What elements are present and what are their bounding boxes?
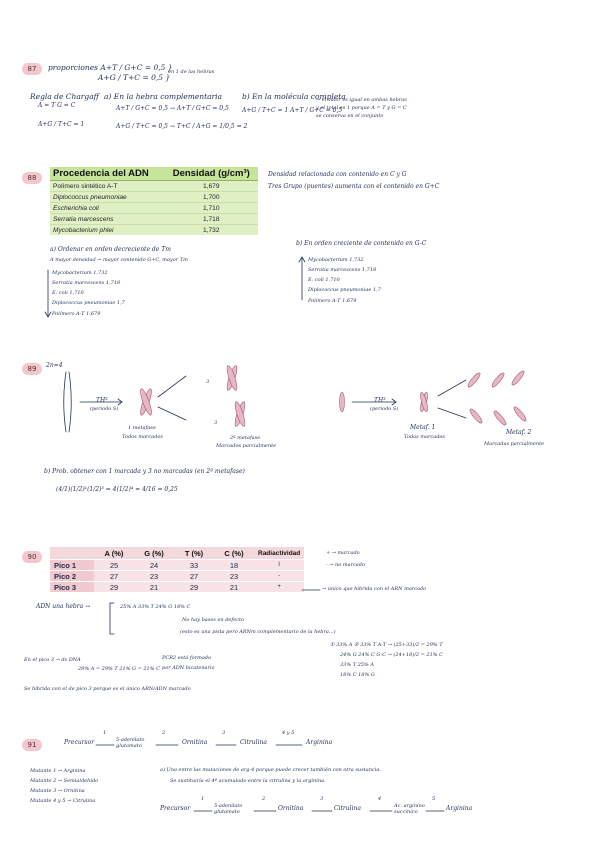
pathway-step: Arginina bbox=[306, 739, 333, 746]
density-header-density: Densidad (g/cm³) bbox=[165, 167, 259, 181]
q90-calc4: 18% C 18% G bbox=[340, 672, 375, 678]
pathway2-num: 3 bbox=[320, 796, 324, 802]
question-badge-88: 88 bbox=[22, 172, 42, 184]
peak-name: Pico 2 bbox=[50, 571, 94, 582]
pathway2-num: 1 bbox=[201, 796, 205, 802]
peak-t: 29 bbox=[174, 582, 214, 593]
question-badge-87: 87 bbox=[22, 63, 42, 75]
q87-b-note2: y el total es 1 porque A = T y G = C bbox=[316, 105, 407, 111]
peaks-header-t: T (%) bbox=[174, 547, 214, 560]
q87-a-title: a) En la hebra complementaria bbox=[104, 92, 223, 101]
q90-adn-note1: No hay bases en defecto bbox=[182, 617, 245, 623]
q88-side-note1: Densidad relacionada con contenido en C y G bbox=[268, 171, 407, 178]
q87-a-line1: A+T / G+C = 0,5 → A+T / G+C = 0,5 bbox=[116, 105, 229, 112]
pathway2-num: 5 bbox=[432, 796, 436, 802]
question-badge-89: 89 bbox=[22, 363, 42, 375]
peak-radioactivity: I bbox=[254, 560, 304, 571]
q88-a-item: Diplococcus pneumoniae 1,7 bbox=[52, 300, 125, 306]
density-value: 1,679 bbox=[165, 181, 259, 192]
pathway-num: 3 bbox=[222, 730, 226, 736]
peaks-header-c: C (%) bbox=[214, 547, 254, 560]
q89-left-label1: 1 metafase bbox=[128, 425, 156, 431]
q90-pico3-vals: 29% A = 29% T 21% G = 21% C bbox=[78, 666, 160, 672]
q88-side-note2: Tres Grupo (puentes) aumenta con el contenido en G+C bbox=[268, 183, 440, 190]
pathway-num: 2 bbox=[162, 730, 166, 736]
q88-a-sub: A mayor densidad → mayor contenido G+C, mayor Tm bbox=[50, 257, 188, 263]
q90-calc3: 33% T 25% A bbox=[340, 662, 374, 668]
density-origin: Serratia marcescens bbox=[50, 214, 165, 225]
pathway2-step: Citrulina bbox=[334, 805, 361, 812]
q89-num3-a: 3 bbox=[206, 379, 210, 385]
bracket-adn bbox=[110, 603, 114, 634]
q90-pico3-note2: por ADN bicatenario bbox=[162, 665, 215, 671]
peak-name: Pico 3 bbox=[50, 582, 94, 593]
pathway-step: Ornitina bbox=[182, 739, 208, 746]
density-header-origin: Procedencia del ADN bbox=[50, 167, 165, 181]
peaks-header-g: G (%) bbox=[134, 547, 174, 560]
q88-b-item: Polímero A-T 1,679 bbox=[308, 298, 357, 304]
density-value: 1,718 bbox=[165, 214, 259, 225]
arrow-right-split-up bbox=[438, 380, 466, 396]
q89-right-label2: Todas marcadas bbox=[404, 434, 445, 440]
q87-note: en 1 de las hebras bbox=[168, 69, 215, 75]
peak-g: 24 bbox=[134, 560, 174, 571]
q89-start: 2n=4 bbox=[46, 362, 63, 369]
mutant-item: Mutante 4 y 5 → Citrulina bbox=[30, 798, 96, 804]
q89-left-label2: Todos marcados bbox=[122, 434, 163, 440]
peaks-header-a: A (%) bbox=[94, 547, 134, 560]
q88-b-title: b) En orden creciente de contenido en G-C bbox=[296, 240, 427, 247]
chargaff-line2: A+G / T+C = 1 bbox=[38, 121, 85, 128]
chromosome-start bbox=[64, 372, 66, 432]
pathway2-num: 4 bbox=[378, 796, 382, 802]
q87-b-title: b) En la molécula completa bbox=[242, 92, 346, 101]
peak-radioactivity: - bbox=[254, 571, 304, 582]
chromosome-start-b bbox=[69, 372, 71, 432]
peak-g: 23 bbox=[134, 571, 174, 582]
q89-right-label1: Metaf. 1 bbox=[410, 424, 436, 431]
density-value: 1,710 bbox=[165, 203, 259, 214]
mutant-item: Mutante 1 → Arginina bbox=[30, 768, 86, 774]
q89-b-text: b) Prob. obtener con 1 marcada y 3 no marcadas (en 2ª metafase) bbox=[44, 468, 245, 475]
mutant-item: Mutante 2 → Semialdehído bbox=[30, 778, 99, 784]
q88-a-item: Polímero A-T 1,679 bbox=[52, 311, 101, 317]
q91-a-line1: a) Una entre las mutaciones de arg-4 porque puede crecer también con otra sustancia. bbox=[160, 767, 381, 773]
q88-a-title: a) Ordenar en orden decreciente de Tm bbox=[50, 246, 171, 253]
q87-line2: A+G / T+C = 0,5 } bbox=[98, 73, 171, 82]
density-value: 1,700 bbox=[165, 192, 259, 203]
peak-c: 23 bbox=[214, 571, 254, 582]
peak-t: 33 bbox=[174, 560, 214, 571]
pathway-step: Citrulina bbox=[240, 739, 267, 746]
q89-mid-label1: 2ª metafase bbox=[230, 435, 261, 441]
q87-line1: proporciones A+T / G+C = 0,5 } bbox=[48, 63, 173, 72]
q90-side-note: → único que hibrida con el ARN marcado bbox=[322, 586, 427, 592]
density-origin: Mycobacterium phlei bbox=[50, 225, 165, 236]
q90-pico3-text: En el pico 3 → ds DNA bbox=[24, 657, 81, 663]
question-badge-91: 91 bbox=[22, 739, 42, 751]
chargaff-title: Regla de Chargaff bbox=[30, 92, 99, 101]
q87-b-note3: se conserva en el conjunto bbox=[316, 113, 384, 119]
arrow-right-split-down bbox=[438, 408, 466, 418]
pathway-step: 5-adenilato glutamato bbox=[116, 737, 145, 749]
q91-a-line2: Se sustituiría el 4º acumulado entre la citrulina y la arginina. bbox=[170, 778, 326, 784]
q88-a-item: Serratia marcescens 1,718 bbox=[52, 280, 121, 286]
chromatid-r2-a bbox=[466, 371, 481, 388]
arrow-split-up bbox=[158, 376, 186, 397]
q88-a-item: Mycobacterium 1,732 bbox=[52, 270, 108, 276]
q90-calc1: ① 33% A ② 33% T A-T → (25+33)/2 = 29% T bbox=[330, 642, 443, 648]
q88-b-item: Diplococcus pneumoniae 1,7 bbox=[308, 287, 381, 293]
density-origin: Diplococcus pneumoniae bbox=[50, 192, 165, 203]
q90-adn-vals: 25% A 33% T 24% G 18% C bbox=[120, 604, 191, 610]
pathway2-step: Arginina bbox=[446, 805, 473, 812]
peak-c: 21 bbox=[214, 582, 254, 593]
q88-b-item: Serratia marcescens 1,718 bbox=[308, 267, 377, 273]
density-origin: Escherichia coli bbox=[50, 203, 165, 214]
peak-a: 27 bbox=[94, 571, 134, 582]
q89-mid-label2: Marcados parcialmente bbox=[216, 443, 277, 449]
q89-th-left: TH³ bbox=[96, 397, 108, 404]
peak-a: 25 bbox=[94, 560, 134, 571]
q89-right2-label2: Marcadas parcialmente bbox=[484, 441, 545, 447]
q88-b-item: Mycobacterium 1,732 bbox=[308, 257, 364, 263]
chromatid-single bbox=[340, 392, 345, 412]
peaks-header-radioactivity: Radiactividad bbox=[254, 547, 304, 560]
peak-radioactivity: + bbox=[254, 582, 304, 593]
q88-b-item: E. coli 1,710 bbox=[308, 277, 340, 283]
q89-th-right-sub: (periodo S) bbox=[370, 406, 399, 412]
chromatid-r2-d bbox=[468, 407, 483, 424]
peak-name: Pico 1 bbox=[50, 560, 94, 571]
q89-right2-label1: Metaf. 2 bbox=[506, 429, 532, 436]
q87-b-note1: → el valor es igual en ambas hebras bbox=[316, 97, 407, 103]
pathway2-step: Precursor bbox=[160, 805, 191, 812]
pathway2-step: Ornitina bbox=[278, 805, 304, 812]
pathway2-step: Ac. arginino succínico bbox=[394, 803, 425, 815]
chromatid-r2-b bbox=[490, 371, 505, 388]
density-origin: Polímero sintético A-T bbox=[50, 181, 165, 192]
peak-a: 29 bbox=[94, 582, 134, 593]
q90-adn-text: ADN una hebra → bbox=[36, 603, 91, 610]
q89-num3-b: 3 bbox=[214, 420, 218, 426]
q90-legend1: + → marcado bbox=[326, 550, 360, 556]
chargaff-line1: A = T G = C bbox=[38, 102, 76, 109]
peak-c: 18 bbox=[214, 560, 254, 571]
q90-calc2: 24% G 24% C G-C → (24+18)/2 = 21% C bbox=[340, 652, 443, 658]
q90-legend2: - → no marcado bbox=[326, 562, 365, 568]
q90-conclusion: Se hibrida con el de pico 3 porque es el único ARN/ADN marcado bbox=[24, 686, 191, 692]
pathway2-step: 5-adenilato glutamato bbox=[214, 803, 243, 815]
chromatid-r2-f bbox=[512, 405, 527, 422]
pathway-num: 4 y 5 bbox=[282, 730, 295, 736]
peak-g: 21 bbox=[134, 582, 174, 593]
peak-t: 27 bbox=[174, 571, 214, 582]
q90-adn-note2: (esto es una pista pero ARNm complementario de la hebra...) bbox=[180, 629, 336, 635]
chromatid-r2-c bbox=[510, 369, 525, 386]
pathway-step: Precursor bbox=[64, 739, 95, 746]
mutant-item: Mutante 3 → Ornitina bbox=[30, 788, 85, 794]
arrow-split-down bbox=[158, 407, 186, 420]
q89-th-right: TH³ bbox=[374, 397, 386, 404]
q87-a-line2: A+G / T+C = 0,5 → T+C / A+G = 1/0,5 = 2 bbox=[116, 123, 248, 130]
pathway-num: 1 bbox=[103, 730, 107, 736]
density-value: 1,732 bbox=[165, 225, 259, 236]
q87-b-line1: A+G / T+C = 1 A+T / G+C = 0,5 bbox=[242, 107, 343, 114]
q89-th-left-sub: (periodo S) bbox=[90, 406, 119, 412]
question-badge-90: 90 bbox=[22, 551, 42, 563]
pathway2-num: 2 bbox=[262, 796, 266, 802]
q89-formula: (4/1)(1/2)¹(1/2)³ = 4(1/2)⁴ = 4/16 = 0,25 bbox=[56, 486, 178, 493]
q88-a-item: E. coli 1,710 bbox=[52, 290, 84, 296]
q90-pico3-note1: PCR2 está formado bbox=[162, 655, 212, 661]
chromatid-r2-e bbox=[492, 409, 507, 426]
